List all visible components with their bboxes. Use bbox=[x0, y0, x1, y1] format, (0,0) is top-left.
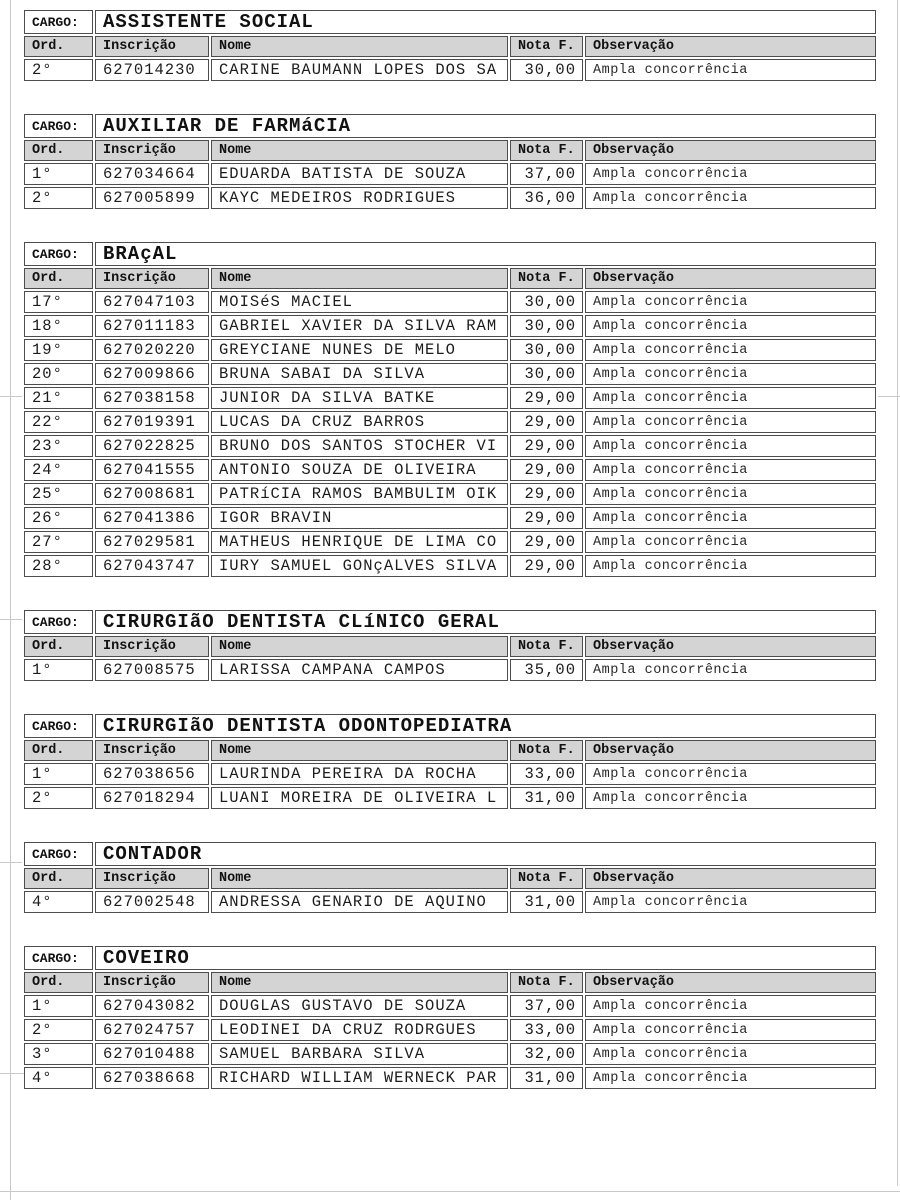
nome-cell: CARINE BAUMANN LOPES DOS SA bbox=[211, 59, 508, 81]
column-header-ord: Ord. bbox=[24, 140, 93, 161]
cargo-title: CONTADOR bbox=[95, 842, 876, 866]
column-header-nota: Nota F. bbox=[510, 740, 583, 761]
inscricao-cell: 627009866 bbox=[95, 363, 209, 385]
table-row bbox=[24, 763, 876, 785]
results-table bbox=[22, 944, 878, 1091]
nota-cell: 30,00 bbox=[510, 315, 583, 337]
nome-cell: BRUNA SABAI DA SILVA bbox=[211, 363, 508, 385]
column-header-row bbox=[24, 268, 876, 289]
obs-cell: Ampla concorrência bbox=[585, 763, 876, 785]
obs-cell: Ampla concorrência bbox=[585, 339, 876, 361]
obs-cell: Ampla concorrência bbox=[585, 507, 876, 529]
column-header-row bbox=[24, 972, 876, 993]
column-header-row bbox=[24, 636, 876, 657]
inscricao-cell: 627011183 bbox=[95, 315, 209, 337]
table-row bbox=[24, 1019, 876, 1041]
column-header-ord: Ord. bbox=[24, 36, 93, 57]
ord-cell: 27° bbox=[24, 531, 93, 553]
table-row bbox=[24, 1043, 876, 1065]
column-header-nota: Nota F. bbox=[510, 972, 583, 993]
nota-cell: 32,00 bbox=[510, 1043, 583, 1065]
ord-cell: 1° bbox=[24, 163, 93, 185]
inscricao-cell: 627043747 bbox=[95, 555, 209, 577]
nome-cell: IGOR BRAVIN bbox=[211, 507, 508, 529]
cargo-label: CARGO: bbox=[24, 242, 93, 266]
results-table bbox=[22, 112, 878, 211]
table-row bbox=[24, 531, 876, 553]
inscricao-cell: 627022825 bbox=[95, 435, 209, 457]
nome-cell: MOISéS MACIEL bbox=[211, 291, 508, 313]
inscricao-cell: 627019391 bbox=[95, 411, 209, 433]
obs-cell: Ampla concorrência bbox=[585, 1043, 876, 1065]
nome-cell: LAURINDA PEREIRA DA ROCHA bbox=[211, 763, 508, 785]
nota-cell: 30,00 bbox=[510, 59, 583, 81]
ord-cell: 21° bbox=[24, 387, 93, 409]
table-row bbox=[24, 291, 876, 313]
table-row bbox=[24, 507, 876, 529]
column-header-obs: Observação bbox=[585, 740, 876, 761]
ord-cell: 2° bbox=[24, 59, 93, 81]
cargo-label: CARGO: bbox=[24, 714, 93, 738]
obs-cell: Ampla concorrência bbox=[585, 659, 876, 681]
cargo-title: ASSISTENTE SOCIAL bbox=[95, 10, 876, 34]
ord-cell: 25° bbox=[24, 483, 93, 505]
inscricao-cell: 627002548 bbox=[95, 891, 209, 913]
nota-cell: 29,00 bbox=[510, 459, 583, 481]
column-header-nome: Nome bbox=[211, 636, 508, 657]
cargo-title-row bbox=[24, 114, 876, 138]
ord-cell: 3° bbox=[24, 1043, 93, 1065]
ord-cell: 23° bbox=[24, 435, 93, 457]
obs-cell: Ampla concorrência bbox=[585, 483, 876, 505]
column-header-ord: Ord. bbox=[24, 636, 93, 657]
nota-cell: 35,00 bbox=[510, 659, 583, 681]
cargo-title-row bbox=[24, 610, 876, 634]
nota-cell: 31,00 bbox=[510, 891, 583, 913]
cargo-label: CARGO: bbox=[24, 10, 93, 34]
obs-cell: Ampla concorrência bbox=[585, 59, 876, 81]
table-row bbox=[24, 363, 876, 385]
ord-cell: 2° bbox=[24, 787, 93, 809]
results-table bbox=[22, 240, 878, 579]
cargo-title: BRAçAL bbox=[95, 242, 876, 266]
inscricao-cell: 627038668 bbox=[95, 1067, 209, 1089]
inscricao-cell: 627005899 bbox=[95, 187, 209, 209]
obs-cell: Ampla concorrência bbox=[585, 411, 876, 433]
inscricao-cell: 627020220 bbox=[95, 339, 209, 361]
column-header-inscricao: Inscrição bbox=[95, 268, 209, 289]
inscricao-cell: 627038656 bbox=[95, 763, 209, 785]
nome-cell: GREYCIANE NUNES DE MELO bbox=[211, 339, 508, 361]
inscricao-cell: 627014230 bbox=[95, 59, 209, 81]
cargo-title-row bbox=[24, 242, 876, 266]
inscricao-cell: 627034664 bbox=[95, 163, 209, 185]
cargo-title-row bbox=[24, 10, 876, 34]
column-header-ord: Ord. bbox=[24, 740, 93, 761]
nome-cell: ANTONIO SOUZA DE OLIVEIRA bbox=[211, 459, 508, 481]
nota-cell: 30,00 bbox=[510, 363, 583, 385]
nota-cell: 33,00 bbox=[510, 1019, 583, 1041]
nome-cell: DOUGLAS GUSTAVO DE SOUZA bbox=[211, 995, 508, 1017]
column-header-nome: Nome bbox=[211, 268, 508, 289]
obs-cell: Ampla concorrência bbox=[585, 187, 876, 209]
cargo-title-row bbox=[24, 714, 876, 738]
column-header-row bbox=[24, 868, 876, 889]
table-row bbox=[24, 483, 876, 505]
nota-cell: 29,00 bbox=[510, 555, 583, 577]
ord-cell: 4° bbox=[24, 891, 93, 913]
nome-cell: IURY SAMUEL GONçALVES SILVA bbox=[211, 555, 508, 577]
obs-cell: Ampla concorrência bbox=[585, 459, 876, 481]
cargo-label: CARGO: bbox=[24, 114, 93, 138]
column-header-inscricao: Inscrição bbox=[95, 636, 209, 657]
column-header-ord: Ord. bbox=[24, 868, 93, 889]
column-header-inscricao: Inscrição bbox=[95, 740, 209, 761]
nota-cell: 33,00 bbox=[510, 763, 583, 785]
nome-cell: LARISSA CAMPANA CAMPOS bbox=[211, 659, 508, 681]
table-row bbox=[24, 187, 876, 209]
nome-cell: BRUNO DOS SANTOS STOCHER VI bbox=[211, 435, 508, 457]
table-row bbox=[24, 555, 876, 577]
column-header-obs: Observação bbox=[585, 36, 876, 57]
cargo-label: CARGO: bbox=[24, 842, 93, 866]
nota-cell: 29,00 bbox=[510, 507, 583, 529]
results-table bbox=[22, 712, 878, 811]
nota-cell: 29,00 bbox=[510, 531, 583, 553]
ord-cell: 1° bbox=[24, 659, 93, 681]
results-table bbox=[22, 840, 878, 915]
nota-cell: 29,00 bbox=[510, 435, 583, 457]
column-header-row bbox=[24, 36, 876, 57]
obs-cell: Ampla concorrência bbox=[585, 363, 876, 385]
nome-cell: SAMUEL BARBARA SILVA bbox=[211, 1043, 508, 1065]
nota-cell: 29,00 bbox=[510, 483, 583, 505]
column-header-inscricao: Inscrição bbox=[95, 36, 209, 57]
column-header-nota: Nota F. bbox=[510, 36, 583, 57]
table-row bbox=[24, 339, 876, 361]
ord-cell: 20° bbox=[24, 363, 93, 385]
table-row bbox=[24, 411, 876, 433]
table-row bbox=[24, 659, 876, 681]
cargo-label: CARGO: bbox=[24, 946, 93, 970]
ord-cell: 17° bbox=[24, 291, 93, 313]
nome-cell: LUCAS DA CRUZ BARROS bbox=[211, 411, 508, 433]
column-header-ord: Ord. bbox=[24, 972, 93, 993]
inscricao-cell: 627024757 bbox=[95, 1019, 209, 1041]
inscricao-cell: 627047103 bbox=[95, 291, 209, 313]
nota-cell: 30,00 bbox=[510, 291, 583, 313]
obs-cell: Ampla concorrência bbox=[585, 787, 876, 809]
column-header-nome: Nome bbox=[211, 740, 508, 761]
column-header-nome: Nome bbox=[211, 36, 508, 57]
column-header-row bbox=[24, 140, 876, 161]
column-header-nota: Nota F. bbox=[510, 868, 583, 889]
column-header-obs: Observação bbox=[585, 268, 876, 289]
obs-cell: Ampla concorrência bbox=[585, 1067, 876, 1089]
cargo-title: COVEIRO bbox=[95, 946, 876, 970]
inscricao-cell: 627041386 bbox=[95, 507, 209, 529]
column-header-nome: Nome bbox=[211, 972, 508, 993]
table-row bbox=[24, 787, 876, 809]
nome-cell: JUNIOR DA SILVA BATKE bbox=[211, 387, 508, 409]
column-header-nota: Nota F. bbox=[510, 268, 583, 289]
nota-cell: 37,00 bbox=[510, 163, 583, 185]
table-row bbox=[24, 59, 876, 81]
table-row bbox=[24, 163, 876, 185]
obs-cell: Ampla concorrência bbox=[585, 995, 876, 1017]
column-header-inscricao: Inscrição bbox=[95, 868, 209, 889]
nota-cell: 31,00 bbox=[510, 1067, 583, 1089]
nota-cell: 29,00 bbox=[510, 411, 583, 433]
table-row bbox=[24, 1067, 876, 1089]
ord-cell: 26° bbox=[24, 507, 93, 529]
scan-artifact-line-bottom bbox=[0, 1191, 900, 1192]
ord-cell: 4° bbox=[24, 1067, 93, 1089]
ord-cell: 19° bbox=[24, 339, 93, 361]
column-header-nota: Nota F. bbox=[510, 140, 583, 161]
nota-cell: 36,00 bbox=[510, 187, 583, 209]
table-row bbox=[24, 459, 876, 481]
obs-cell: Ampla concorrência bbox=[585, 435, 876, 457]
inscricao-cell: 627038158 bbox=[95, 387, 209, 409]
cargo-label: CARGO: bbox=[24, 610, 93, 634]
inscricao-cell: 627018294 bbox=[95, 787, 209, 809]
nome-cell: EDUARDA BATISTA DE SOUZA bbox=[211, 163, 508, 185]
column-header-nome: Nome bbox=[211, 868, 508, 889]
inscricao-cell: 627029581 bbox=[95, 531, 209, 553]
table-row bbox=[24, 891, 876, 913]
table-row bbox=[24, 315, 876, 337]
results-table bbox=[22, 608, 878, 683]
ord-cell: 1° bbox=[24, 763, 93, 785]
cargo-title: CIRURGIãO DENTISTA ODONTOPEDIATRA bbox=[95, 714, 876, 738]
column-header-nota: Nota F. bbox=[510, 636, 583, 657]
table-row bbox=[24, 387, 876, 409]
nota-cell: 29,00 bbox=[510, 387, 583, 409]
column-header-inscricao: Inscrição bbox=[95, 972, 209, 993]
obs-cell: Ampla concorrência bbox=[585, 291, 876, 313]
nome-cell: LUANI MOREIRA DE OLIVEIRA L bbox=[211, 787, 508, 809]
nome-cell: RICHARD WILLIAM WERNECK PAR bbox=[211, 1067, 508, 1089]
inscricao-cell: 627041555 bbox=[95, 459, 209, 481]
nome-cell: KAYC MEDEIROS RODRIGUES bbox=[211, 187, 508, 209]
obs-cell: Ampla concorrência bbox=[585, 387, 876, 409]
obs-cell: Ampla concorrência bbox=[585, 315, 876, 337]
column-header-ord: Ord. bbox=[24, 268, 93, 289]
nome-cell: LEODINEI DA CRUZ RODRGUES bbox=[211, 1019, 508, 1041]
table-row bbox=[24, 435, 876, 457]
nome-cell: GABRIEL XAVIER DA SILVA RAM bbox=[211, 315, 508, 337]
column-header-obs: Observação bbox=[585, 868, 876, 889]
cargo-title: AUXILIAR DE FARMáCIA bbox=[95, 114, 876, 138]
ord-cell: 22° bbox=[24, 411, 93, 433]
column-header-nome: Nome bbox=[211, 140, 508, 161]
obs-cell: Ampla concorrência bbox=[585, 555, 876, 577]
ord-cell: 18° bbox=[24, 315, 93, 337]
column-header-obs: Observação bbox=[585, 972, 876, 993]
inscricao-cell: 627008681 bbox=[95, 483, 209, 505]
ord-cell: 2° bbox=[24, 187, 93, 209]
ord-cell: 28° bbox=[24, 555, 93, 577]
cargo-title-row bbox=[24, 946, 876, 970]
inscricao-cell: 627008575 bbox=[95, 659, 209, 681]
cargo-title: CIRURGIãO DENTISTA CLíNICO GERAL bbox=[95, 610, 876, 634]
ord-cell: 2° bbox=[24, 1019, 93, 1041]
ord-cell: 1° bbox=[24, 995, 93, 1017]
column-header-row bbox=[24, 740, 876, 761]
table-row bbox=[24, 995, 876, 1017]
column-header-obs: Observação bbox=[585, 636, 876, 657]
column-header-inscricao: Inscrição bbox=[95, 140, 209, 161]
nota-cell: 30,00 bbox=[510, 339, 583, 361]
nota-cell: 31,00 bbox=[510, 787, 583, 809]
nome-cell: ANDRESSA GENARIO DE AQUINO bbox=[211, 891, 508, 913]
ord-cell: 24° bbox=[24, 459, 93, 481]
obs-cell: Ampla concorrência bbox=[585, 1019, 876, 1041]
nome-cell: PATRíCIA RAMOS BAMBULIM OIK bbox=[211, 483, 508, 505]
cargo-title-row bbox=[24, 842, 876, 866]
column-header-obs: Observação bbox=[585, 140, 876, 161]
obs-cell: Ampla concorrência bbox=[585, 891, 876, 913]
obs-cell: Ampla concorrência bbox=[585, 163, 876, 185]
nome-cell: MATHEUS HENRIQUE DE LIMA CO bbox=[211, 531, 508, 553]
inscricao-cell: 627043082 bbox=[95, 995, 209, 1017]
results-table bbox=[22, 8, 878, 83]
obs-cell: Ampla concorrência bbox=[585, 531, 876, 553]
nota-cell: 37,00 bbox=[510, 995, 583, 1017]
inscricao-cell: 627010488 bbox=[95, 1043, 209, 1065]
